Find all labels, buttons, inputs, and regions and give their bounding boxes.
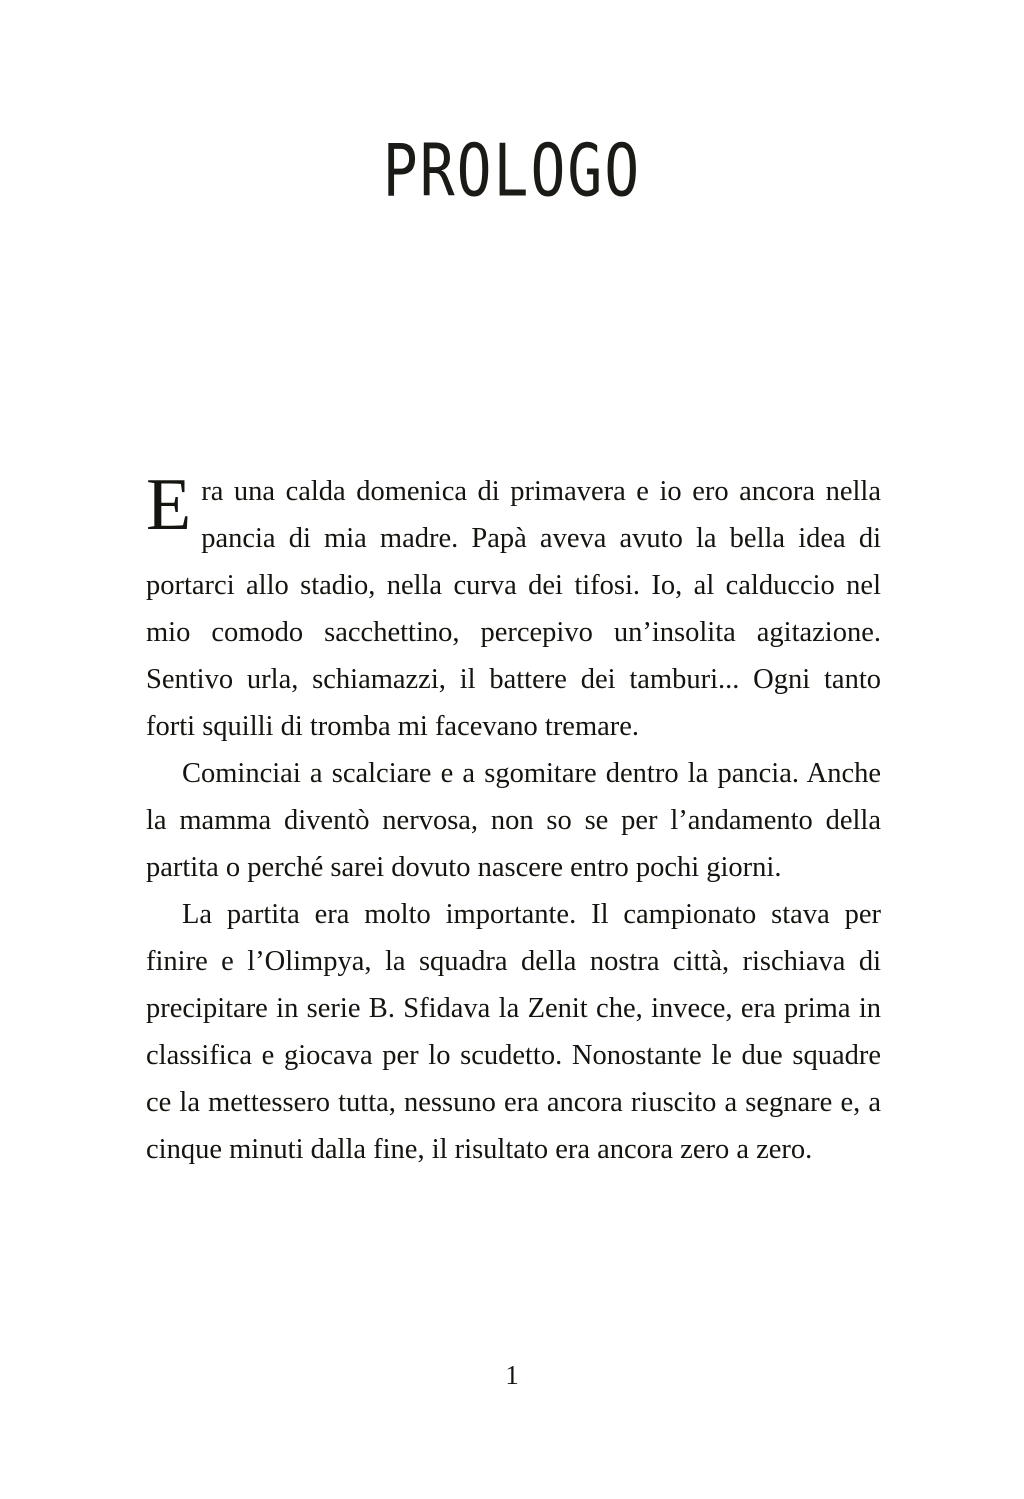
paragraph <box>146 750 881 891</box>
paragraph <box>146 891 881 1173</box>
page-number: 1 <box>505 1360 519 1390</box>
paragraph-text: ra una calda domenica di primavera e io ero ancora nella pancia di mia madre. Papà aveva avuto la bella idea di portarci allo stadio, nella curva dei tifosi. Io, al calduccio nel mio comodo sacchettino, percepivo un’insolita agitazione. Sentivo urla, schiamazzi, il battere dei tamburi... Ogni tanto forti squilli di tromba mi facevano tremare. <box>146 476 881 742</box>
body-text <box>146 464 881 1173</box>
paragraph-text: La partita era molto importante. Il campionato stava per finire e l’Olimpya, la squadra della nostra città, rischiava di precipitare in serie B. Sfidava la Zenit che, invece, era prima in classifica e giocava per lo scudetto. Nonostante le due squadre ce la mettessero tutta, nessuno era ancora riuscito a segnare e, a cinque minuti dalla fine, il risultato era ancora zero a zero. <box>146 899 881 1165</box>
page-title: PROLOGO <box>382 128 642 213</box>
paragraph-text: Cominciai a scalciare e a sgomitare dentro la pancia. Anche la mamma diventò nervosa, non so se per l’andamento della partita o perché sarei dovuto nascere entro pochi giorni. <box>146 758 881 883</box>
drop-cap: E <box>146 464 192 546</box>
paragraph <box>146 464 881 750</box>
